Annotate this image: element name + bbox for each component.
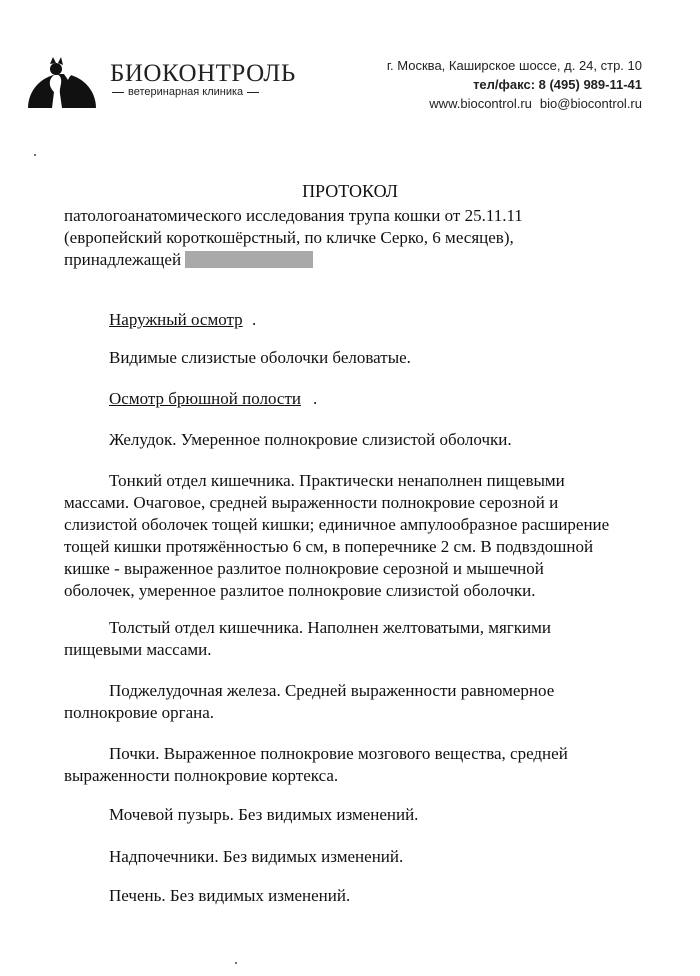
subtitle-line-2: (европейский короткошёрстный, по кличке Серко, 6 месяцев), <box>64 228 514 247</box>
small-intestine-line-5: кишке - выраженное разлитое полнокровие серозной и мышечной <box>64 559 544 578</box>
owner-name-redaction <box>185 251 313 268</box>
bladder-finding: Мочевой пузырь. Без видимых изменений. <box>109 805 419 824</box>
clinic-address: г. Москва, Каширское шоссе, д. 24, стр. 10 <box>386 58 642 73</box>
external-exam-heading <box>109 309 243 331</box>
contact-block <box>387 56 642 113</box>
subtitle-line-3 <box>64 249 523 271</box>
adrenals-finding: Надпочечники. Без видимых изменений. <box>109 847 404 866</box>
clinic-email[interactable]: bio@biocontrol.ru <box>539 96 642 111</box>
stomach-finding: Желудок. Умеренное полнокровие слизистой оболочки. <box>109 430 512 449</box>
scan-speck <box>235 962 237 964</box>
document-subtitle <box>64 205 523 271</box>
tagline-dash-right <box>247 92 259 93</box>
tagline-text: ветеринарная клиника <box>128 86 244 98</box>
clinic-logo <box>24 44 100 108</box>
liver-finding: Печень. Без видимых изменений. <box>109 886 351 905</box>
external-exam-heading-text: Наружный осмотр <box>109 310 243 329</box>
small-intestine-line-6: оболочек, умеренное разлитое полнокровие слизистой оболочки. <box>64 581 536 600</box>
pancreas-line-2: полнокровие органа. <box>64 703 215 722</box>
external-exam-text: Видимые слизистые оболочки беловатые. <box>109 348 411 367</box>
pancreas-line-1: Поджелудочная железа. Средней выраженности равномерное <box>109 681 555 700</box>
small-intestine-line-4: тощей кишки протяжённостью 6 см, в поперечнике 2 см. В подвздошной <box>64 537 594 556</box>
small-intestine-line-1: Тонкий отдел кишечника. Практически ненаполнен пищевыми <box>109 471 565 490</box>
heading-period: . <box>252 310 257 329</box>
small-intestine-line-3: слизистой оболочек тощей кишки; единичное ампулообразное расширение <box>64 515 610 534</box>
large-intestine-line-1: Толстый отдел кишечника. Наполнен желтоватыми, мягкими <box>109 618 551 637</box>
tagline-dash-left <box>112 92 124 93</box>
subtitle-line-1: патологоанатомического исследования трупа кошки от 25.11.11 <box>64 206 523 225</box>
scan-speck <box>34 154 36 156</box>
abdominal-exam-heading-text: Осмотр брюшной полости <box>109 389 301 408</box>
heading-period: . <box>313 389 318 408</box>
abdominal-exam-heading <box>109 388 301 410</box>
brand-tagline <box>112 86 259 98</box>
owner-label: принадлежащей <box>64 250 182 269</box>
kidneys-line-2: выраженности полнокровие кортекса. <box>64 766 339 785</box>
kidneys-line-1: Почки. Выраженное полнокровие мозгового вещества, средней <box>109 744 568 763</box>
contact-web-line <box>387 94 642 113</box>
document-title: ПРОТОКОЛ <box>302 181 398 201</box>
small-intestine-line-2: массами. Очаговое, средней выраженности полнокровие серозной и <box>64 493 559 512</box>
clinic-phone: тел/факс: 8 (495) 989-11-41 <box>473 77 642 92</box>
brand-name: БИОКОНТРОЛЬ <box>110 60 296 87</box>
large-intestine-line-2: пищевыми массами. <box>64 640 212 659</box>
clinic-website[interactable]: www.biocontrol.ru <box>429 96 532 111</box>
